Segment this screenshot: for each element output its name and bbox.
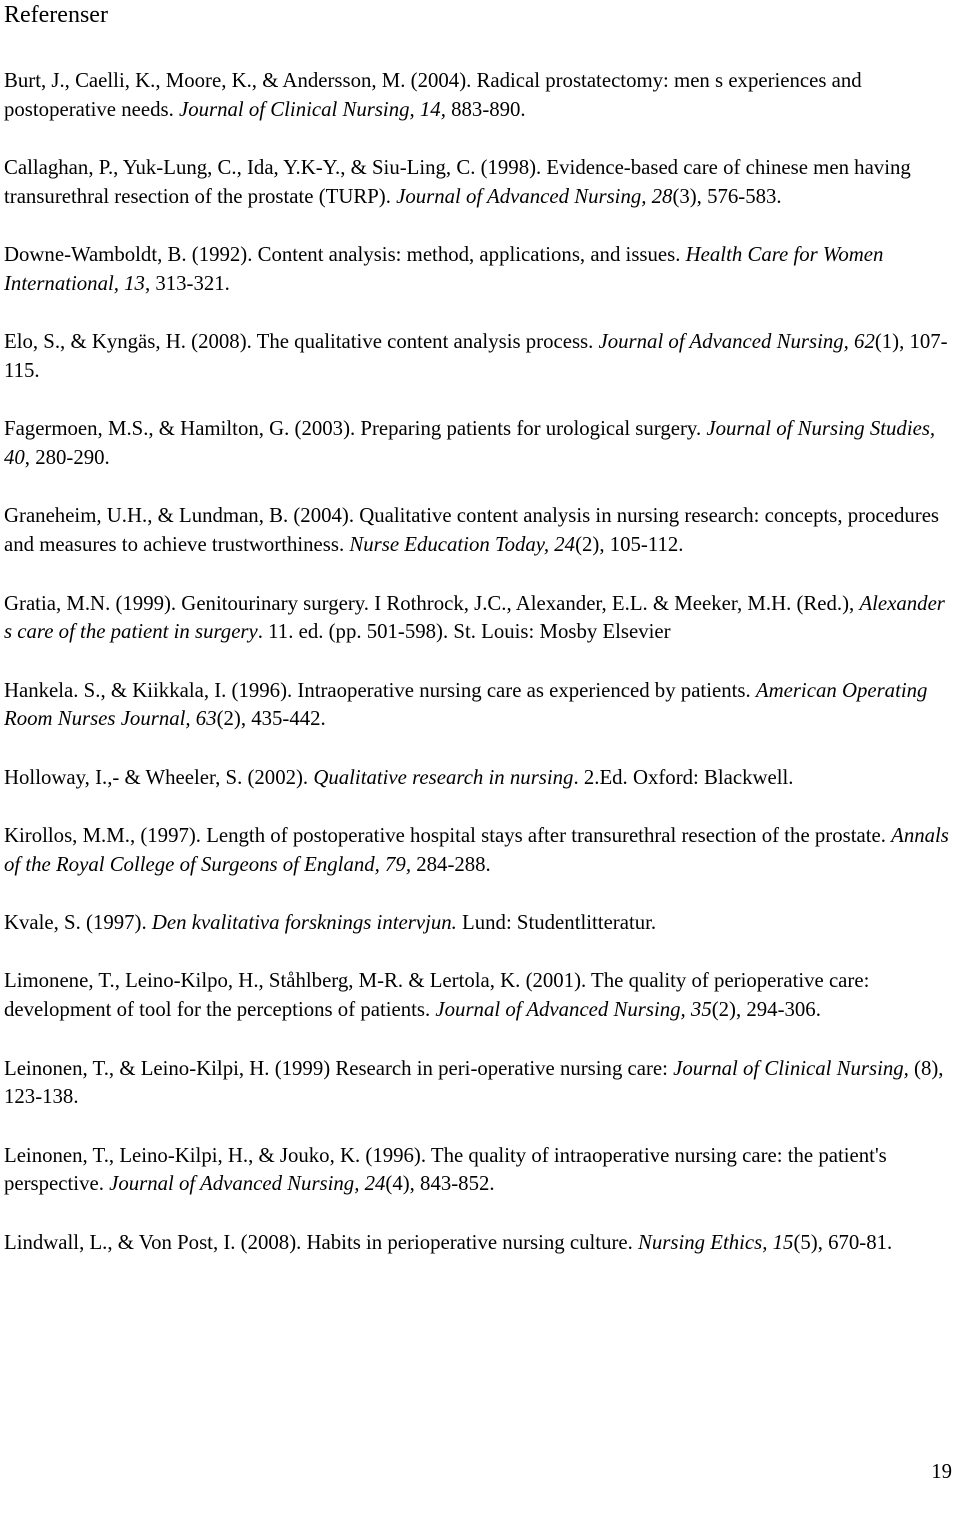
reference-list [4,67,954,1258]
reference-item: Downe-Wamboldt, B. (1992). Content analysis: method, applications, and issues. Health Care for Women International, 13, 313-321. [4,243,884,295]
reference-item: Burt, J., Caelli, K., Moore, K., & Andersson, M. (2004). Radical prostatectomy: men s experiences and postoperative needs. Journal of Clinical Nursing, 14, 883-890. [4,69,862,121]
reference-item: Holloway, I.,- & Wheeler, S. (2002). Qualitative research in nursing. 2.Ed. Oxford: Blackwell. [4,765,794,789]
page-title: Referenser [4,2,108,28]
reference-item: Callaghan, P., Yuk-Lung, C., Ida, Y.K-Y., & Siu-Ling, C. (1998). Evidence-based care of chinese men having transurethral resection of the prostate (TURP). Journal of Advanced Nursing, 28(3), 576-583. [4,156,911,208]
reference-item: Elo, S., & Kyngäs, H. (2008). The qualitative content analysis process. Journal of Advanced Nursing, 62(1), 107-115. [4,330,948,383]
reference-item: Gratia, M.N. (1999). Genitourinary surgery. I Rothrock, J.C., Alexander, E.L. & Meeker, M.H. (Red.), Alexander s care of the patient in surgery. 11. ed. (pp. 501-598). St. Louis: Mosby Elsevier [4,591,945,644]
document-page [4,0,954,1287]
reference-item: Fagermoen, M.S., & Hamilton, G. (2003). Preparing patients for urological surgery. Journal of Nursing Studies, 40, 280-290. [4,417,936,470]
reference-item: Leinonen, T., & Leino-Kilpi, H. (1999) Research in peri-operative nursing care: Journal of Clinical Nursing, (8), 123-138. [4,1056,944,1109]
reference-item: Limonene, T., Leino-Kilpo, H., Ståhlberg, M-R. & Lertola, K. (2001). The quality of perioperative care: development of tool for the perceptions of patients. Journal of Advanced Nursing, 35(2), 294-306. [4,969,870,1022]
reference-item: Graneheim, U.H., & Lundman, B. (2004). Qualitative content analysis in nursing research: concepts, procedures and measures to achieve trustworthiness. Nurse Education Today, 24(2), 105-112. [4,504,940,557]
page-number: 19 [931,1460,952,1483]
reference-item: Kirollos, M.M., (1997). Length of postoperative hospital stays after transurethral resection of the prostate. Annals of the Royal College of Surgeons of England, 79, 284-288. [4,824,949,876]
reference-item: Hankela. S., & Kiikkala, I. (1996). Intraoperative nursing care as experienced by patients. American Operating Room Nurses Journal, 63(2), 435-442. [4,678,928,731]
reference-item: Lindwall, L., & Von Post, I. (2008). Habits in perioperative nursing culture. Nursing Ethics, 15(5), 670-81. [4,1230,893,1254]
reference-item: Kvale, S. (1997). Den kvalitativa forsknings intervjun. Lund: Studentlitteratur. [4,911,657,935]
reference-item: Leinonen, T., Leino-Kilpi, H., & Jouko, K. (1996). The quality of intraoperative nursing care: the patient's perspective. Journal of Advanced Nursing, 24(4), 843-852. [4,1143,887,1196]
